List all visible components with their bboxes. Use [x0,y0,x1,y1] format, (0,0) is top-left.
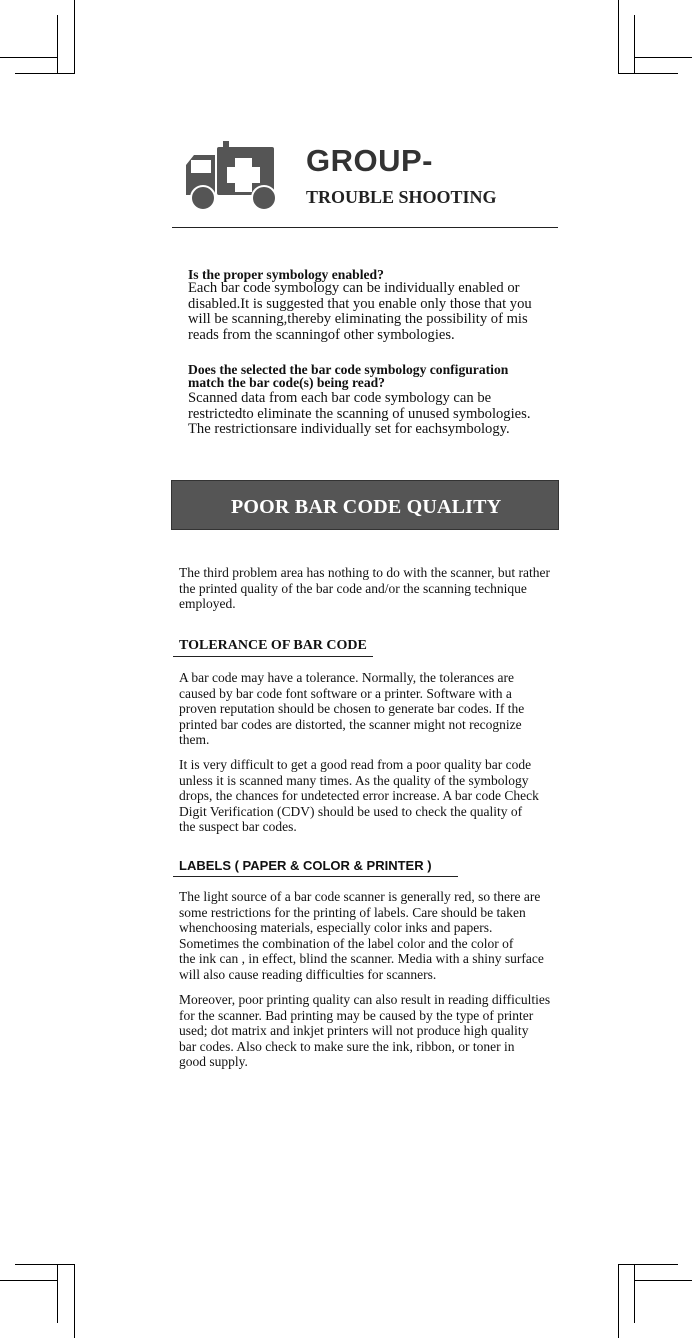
text-line: unless it is scanned many times. As the quality of the symbology [179,772,529,788]
text-line: whenchoosing materials, especially color inks and papers. [179,920,493,935]
text-line: bar codes. Also check to make sure the ink, ribbon, or toner in [179,1038,515,1054]
text-line: caused by bar code font software or a printer. Software with a [179,685,512,701]
text-line: the ink can , in effect, blind the scanner. Media with a shiny surface [179,951,544,966]
text-line: Moreover, poor printing quality can also result in reading difficulties [179,992,551,1007]
text-line: employed. [179,596,236,611]
text-line: It is very difficult to get a good read from a poor quality bar code [179,757,532,772]
tolerance-paragraph [179,757,539,835]
faq-answer-line: disabled.It is suggested that you enable only those that you [188,295,532,312]
text-line: printed bar codes are distorted, the scanner might not recognize [179,716,522,732]
faq-question: match the bar code(s) being read? [188,375,385,390]
text-line: drops, the chances for undetected error increase. A bar code Check [179,788,539,803]
labels-paragraph [179,992,550,1070]
text-line: A bar code may have a tolerance. Normally, the tolerances are [179,670,514,685]
text-line: good supply. [179,1054,248,1069]
page-title: GROUP- [306,143,433,178]
section-heading-labels: LABELS ( PAPER & COLOR & PRINTER ) [179,858,432,873]
text-line: The third problem area has nothing to do with the scanner, but rather [179,565,550,580]
ambulance-icon [184,141,280,211]
text-line: used; dot matrix and inkjet printers will not produce high quality [179,1023,529,1038]
text-line: The light source of a bar code scanner is generally red, so there are [179,889,541,904]
text-line: for the scanner. Bad printing may be caused by the type of printer [179,1007,534,1023]
page-subtitle: TROUBLE SHOOTING [306,187,497,207]
text-line: some restrictions for the printing of labels. Care should be taken [179,904,526,920]
faq-answer-line: restrictedto eliminate the scanning of unused symbologies. [188,405,531,422]
text-line: will also cause reading difficulties for scanners. [179,966,437,982]
heading-underline [173,876,458,877]
divider [172,227,558,228]
intro-paragraph [179,565,550,612]
text-line: proven reputation should be chosen to generate bar codes. If the [179,701,525,716]
text-line: Digit Verification (CDV) should be used to check the quality of [179,803,523,819]
faq-question: Does the selected the bar code symbology configuration [188,362,509,377]
text-line: the printed quality of the bar code and/or the scanning technique [179,580,527,596]
text-line: the suspect bar codes. [179,819,297,834]
faq-item [188,363,530,438]
labels-paragraph [179,889,544,982]
text-line: them. [179,732,210,747]
section-banner-label: POOR BAR CODE QUALITY [231,496,502,518]
faq-answer-line: Each bar code symbology can be individually enabled or [188,280,520,296]
tolerance-paragraph [179,670,524,748]
faq-answer-line: reads from the scanningof other symbologies. [188,326,455,343]
section-banner [171,480,559,530]
faq-answer-line: Scanned data from each bar code symbology can be [188,390,492,406]
faq-question: Is the proper symbology enabled? [188,267,384,282]
faq-item [188,268,532,343]
faq-answer-line: will be scanning,thereby eliminating the possibility of mis [188,311,528,327]
heading-underline [173,656,373,657]
text-line: Sometimes the combination of the label color and the color of [179,935,514,951]
section-heading-tolerance: TOLERANCE OF BAR CODE [179,638,367,653]
faq-answer-line: The restrictionsare individually set for eachsymbology. [188,421,510,437]
